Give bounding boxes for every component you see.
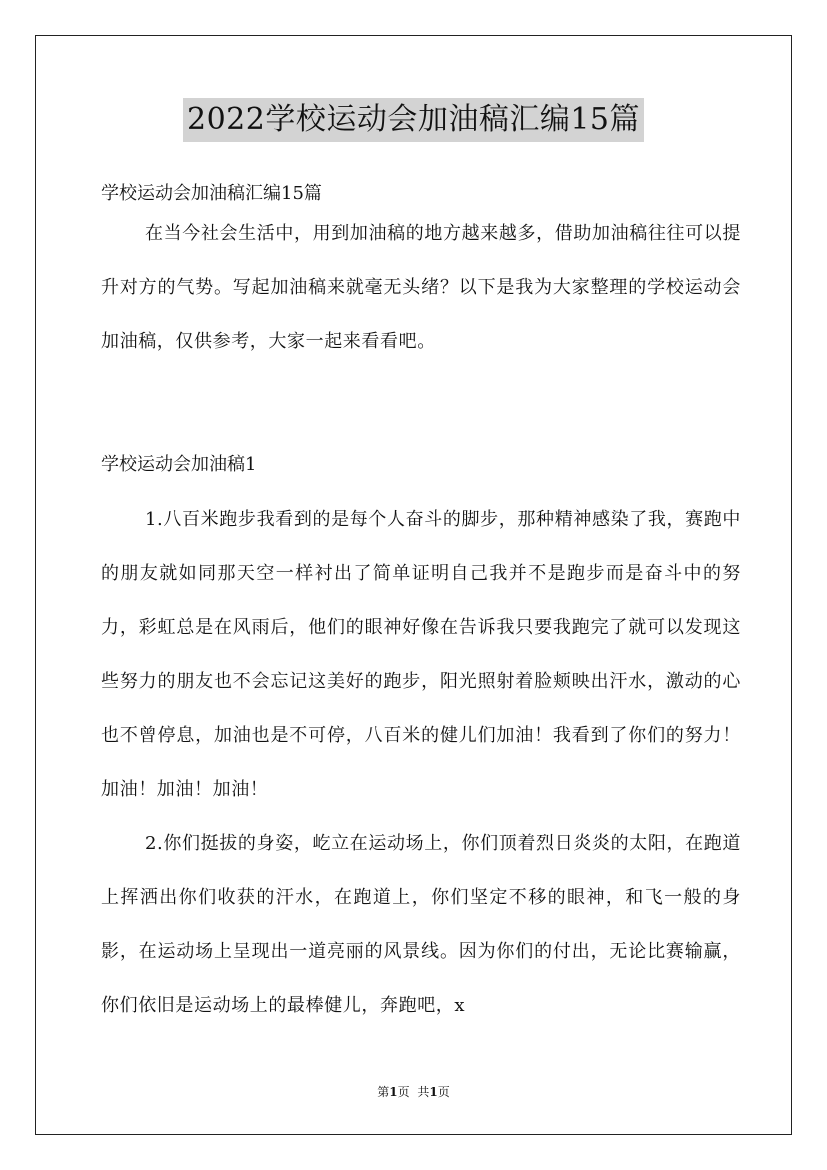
- document-subtitle: 学校运动会加油稿汇编15篇: [101, 183, 322, 204]
- document-title-text: 2022学校运动会加油稿汇编15篇: [183, 98, 644, 142]
- footer-page-number: 1: [389, 1085, 398, 1099]
- footer-page-suffix: 页: [397, 1085, 410, 1099]
- page-footer: [0, 1083, 827, 1101]
- footer-total-prefix: 共: [417, 1085, 430, 1099]
- intro-paragraph: 在当今社会生活中，用到加油稿的地方越来越多，借助加油稿往往可以提升对方的气势。写起加油稿来就毫无头绪？以下是我为大家整理的学校运动会加油稿，仅供参考，大家一起来看看吧。: [101, 223, 741, 352]
- footer-page-prefix: 第: [377, 1085, 390, 1099]
- document-title: [0, 98, 827, 142]
- section-heading: 学校运动会加油稿1: [101, 454, 257, 475]
- footer-total-suffix: 页: [437, 1085, 450, 1099]
- body-paragraph-2: 2.你们挺拔的身姿，屹立在运动场上，你们顶着烈日炎炎的太阳，在跑道上挥洒出你们收获的汗水，在跑道上，你们坚定不移的眼神，和飞一般的身影，在运动场上呈现出一道亮丽的风景线。因为你们的付出，无论比赛输赢，你们依旧是运动场上的最棒健儿，奔跑吧，x: [101, 833, 741, 1016]
- footer-total-number: 1: [429, 1085, 438, 1099]
- body-paragraph-1: 1.八百米跑步我看到的是每个人奋斗的脚步，那种精神感染了我，赛跑中的朋友就如同那天空一样衬出了简单证明自己我并不是跑步而是奋斗中的努力，彩虹总是在风雨后，他们的眼神好像在告诉我只要我跑完了就可以发现这些努力的朋友也不会忘记这美好的跑步，阳光照射着脸颊映出汗水，激动的心也不曾停息，加油也是不可停，八百米的健儿们加油！我看到了你们的努力！加油！加油！加油！: [101, 509, 741, 800]
